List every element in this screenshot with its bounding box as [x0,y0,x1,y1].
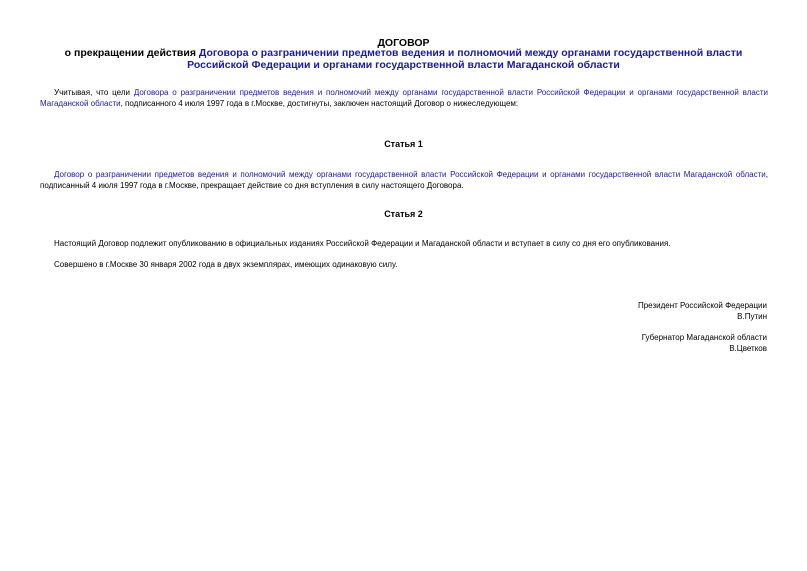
document-title: ДОГОВОР [377,37,430,49]
article-2-paragraph: Настоящий Договор подлежит опубликованию в официальных изданиях Российской Федерации и Магаданской области и вступает в силу со дня его опубликования. [54,239,671,248]
signature-president [638,301,767,322]
signature-position: Губернатор Магаданской области [641,333,767,342]
subtitle-treaty-link[interactable]: Договора о разграничении предметов ведения и полномочий между органами государственной власти Российской Федерации и органами государственной власти Магаданской области [187,47,743,71]
preamble-paragraph [40,88,768,109]
preamble-rest: , подписанного 4 июля 1997 года в г.Москве, достигнуты, заключен настоящий Договор о нижеследующем: [120,98,519,108]
signature-name: В.Путин [737,311,767,321]
article-1-rest: , подписанный 4 июля 1997 года в г.Москве, прекращает действие со дня вступления в силу настоящего Договора. [40,170,768,190]
signature-position: Президент Российской Федерации [637,301,767,310]
article-1-paragraph [40,170,768,191]
document-subtitle [40,47,767,71]
closing-paragraph: Совершено в г.Москве 30 января 2002 года в двух экземплярах, имеющих одинаковую силу. [54,260,398,269]
article-1-heading: Статья 1 [384,139,423,149]
subtitle-prefix: о прекращении действия [64,47,196,59]
preamble-lead: Учитывая, что цели [54,88,130,97]
preamble-treaty-link[interactable]: Договора о разграничении предметов ведения и полномочий между органами государственной власти Российской Федерации и органами государственной власти Магаданской области [40,88,768,108]
article-2-heading: Статья 2 [384,209,423,219]
signature-governor [642,333,767,354]
article-1-treaty-link[interactable]: Договор о разграничении предметов ведения и полномочий между органами государственной власти Российской Федерации и органами государственной власти Магаданской области [54,170,766,179]
signature-name: В.Цветков [729,343,767,353]
